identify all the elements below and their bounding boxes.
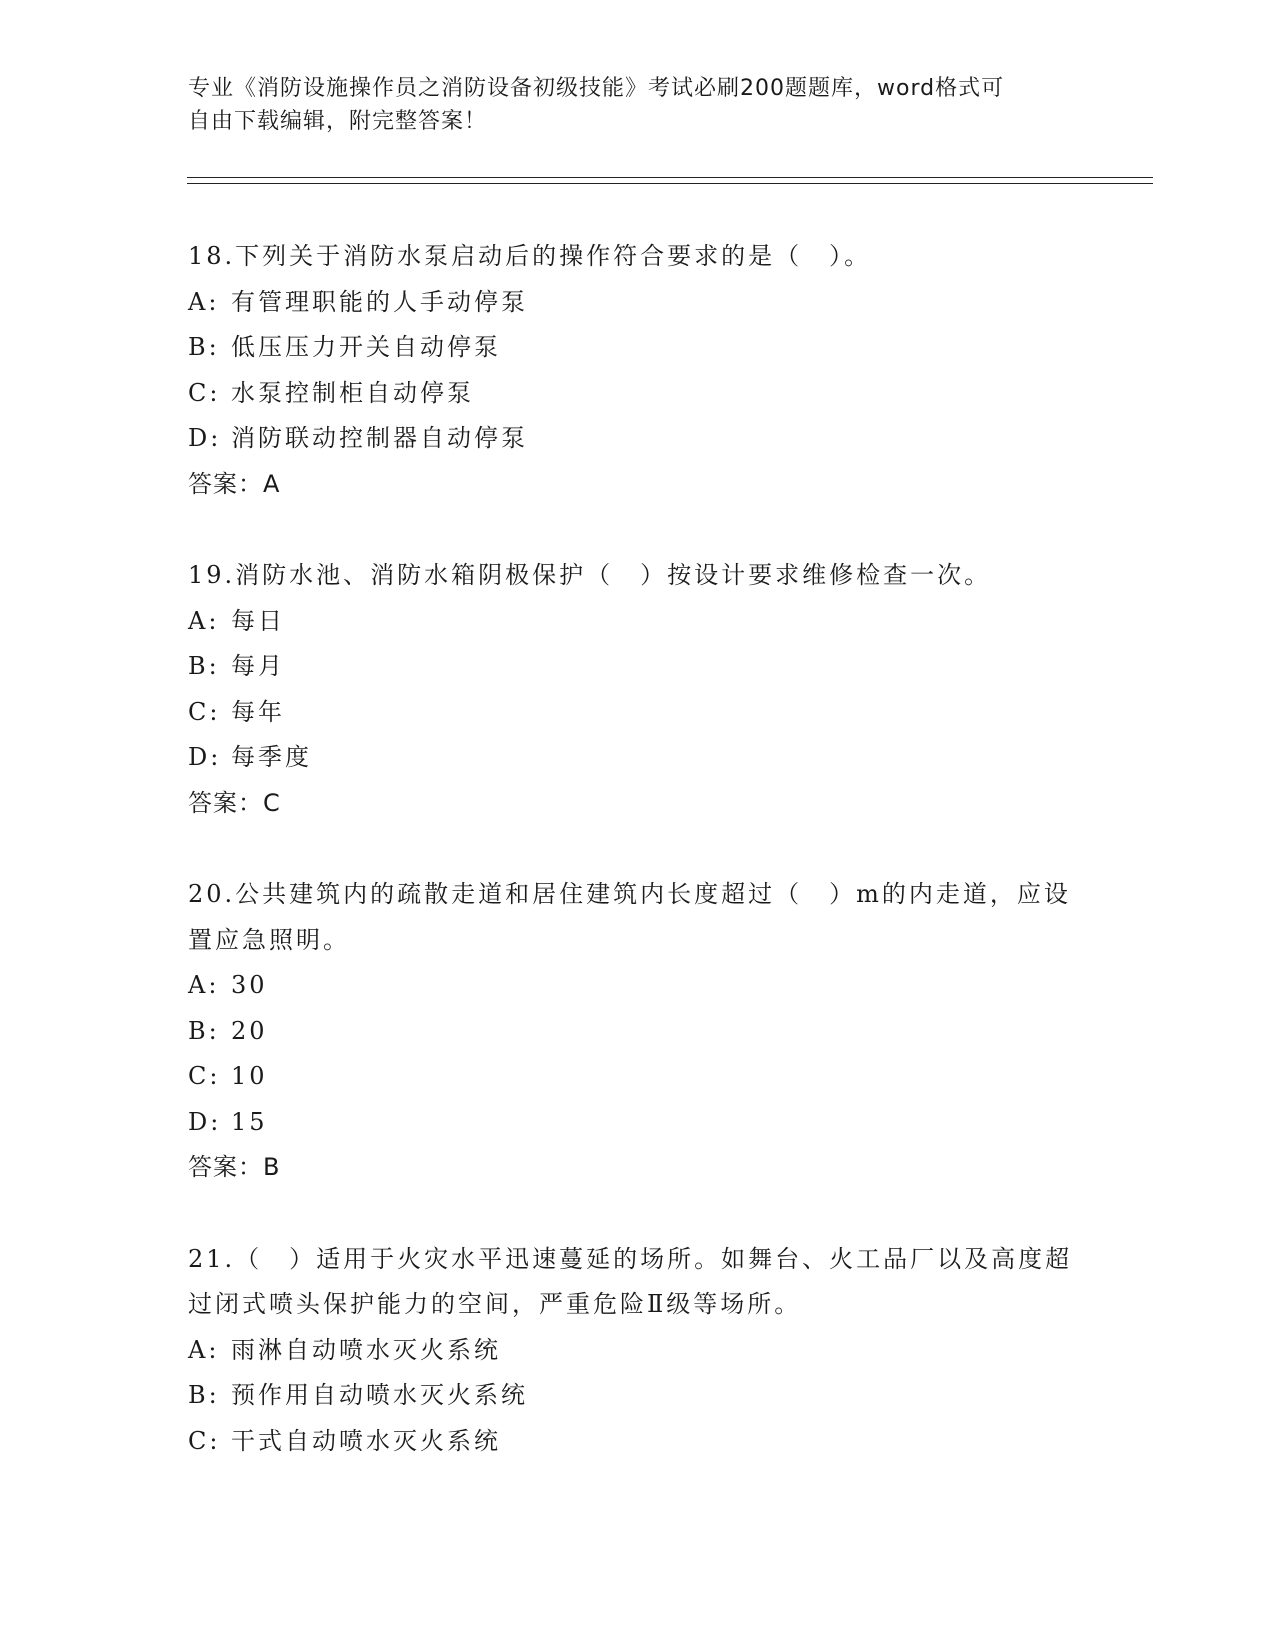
option-b [188, 1009, 1088, 1055]
option-letter: A: [188, 971, 220, 999]
option-a [188, 280, 1088, 326]
answer-label: 答案： [188, 469, 263, 498]
option-letter: A: [188, 606, 220, 635]
question-20 [188, 872, 1088, 1191]
option-a [188, 1328, 1088, 1374]
answer-label: 答案： [188, 788, 263, 817]
document-header [188, 72, 1088, 138]
answer-label: 答案： [188, 1153, 263, 1181]
option-text: 水泵控制柜自动停泵 [231, 378, 474, 407]
option-letter: A: [188, 287, 220, 316]
answer-value: B [263, 1153, 281, 1181]
option-text: 雨淋自动喷水灭火系统 [231, 1335, 501, 1364]
option-letter: C: [188, 1062, 221, 1090]
option-c [188, 1419, 1088, 1465]
answer-line [188, 1145, 1088, 1191]
option-letter: B: [188, 1016, 220, 1045]
option-text: 15 [231, 1107, 268, 1136]
option-letter: C: [188, 697, 221, 726]
question-21 [188, 1237, 1088, 1465]
option-c [188, 371, 1088, 417]
header-divider-bottom [187, 183, 1153, 184]
option-text: 每月 [231, 652, 285, 680]
question-stem: 20.公共建筑内的疏散走道和居住建筑内长度超过（ ）m的内走道，应设置应急照明。 [188, 880, 1071, 954]
question-stem: 21.（ ）适用于火灾水平迅速蔓延的场所。如舞台、火工品厂以及高度超过闭式喷头保护能力的空间，严重危险Ⅱ级等场所。 [188, 1244, 1073, 1318]
answer-value: C [263, 788, 281, 817]
option-d [188, 1100, 1088, 1146]
option-text: 每年 [231, 697, 285, 726]
answer-value: A [263, 469, 281, 498]
option-text: 20 [231, 1016, 268, 1045]
option-text: 10 [231, 1062, 268, 1090]
option-d [188, 416, 1088, 462]
answer-line [188, 781, 1088, 827]
option-letter: B: [188, 333, 220, 361]
option-letter: D: [188, 424, 222, 452]
option-letter: D: [188, 1107, 222, 1136]
option-letter: C: [188, 378, 221, 407]
option-letter: D: [188, 743, 222, 771]
header-line-2: 自由下载编辑，附完整答案！ [188, 109, 488, 134]
option-letter: A: [188, 1335, 220, 1364]
question-list [188, 234, 1088, 1510]
option-b [188, 644, 1088, 690]
option-text: 30 [231, 971, 268, 999]
question-18 [188, 234, 1088, 507]
option-b [188, 1373, 1088, 1419]
option-d [188, 735, 1088, 781]
option-letter: B: [188, 1381, 220, 1409]
option-text: 预作用自动喷水灭火系统 [231, 1381, 528, 1409]
option-text: 每日 [231, 606, 285, 635]
option-letter: B: [188, 652, 220, 680]
option-a [188, 599, 1088, 645]
question-stem: 19.消防水池、消防水箱阴极保护（ ）按设计要求维修检查一次。 [188, 561, 992, 589]
option-text: 有管理职能的人手动停泵 [231, 287, 528, 316]
header-line-1: 专业《消防设施操作员之消防设备初级技能》考试必刷200题题库，word格式可 [188, 76, 1005, 101]
option-text: 低压压力开关自动停泵 [231, 333, 501, 361]
option-a [188, 963, 1088, 1009]
option-text: 消防联动控制器自动停泵 [231, 424, 528, 452]
option-b [188, 325, 1088, 371]
option-text: 干式自动喷水灭火系统 [231, 1426, 501, 1455]
header-divider-top [187, 177, 1153, 178]
option-c [188, 690, 1088, 736]
option-letter: C: [188, 1426, 221, 1455]
question-stem: 18.下列关于消防水泵启动后的操作符合要求的是（ ）。 [188, 242, 872, 270]
option-c [188, 1054, 1088, 1100]
question-19 [188, 553, 1088, 826]
option-text: 每季度 [231, 743, 312, 771]
answer-line [188, 462, 1088, 508]
